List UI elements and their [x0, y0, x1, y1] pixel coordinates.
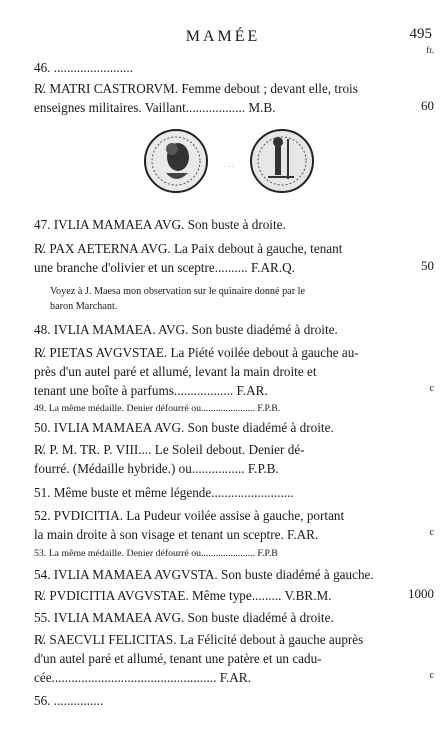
reverse-line: enseignes militaires. Vaillant.................. M.B.: [34, 100, 276, 115]
reverse-line: R̸. SAECVLI FELICITAS. La Félicité debout à gauche auprès: [34, 632, 364, 647]
reverse-line: une branche d'olivier et un sceptre.......... F.AR.Q.: [34, 260, 295, 275]
coin-illustration: [142, 125, 317, 197]
reverse-line: cée.................................................. F.AR.: [34, 670, 251, 685]
entry-53: 53. La même médaille. Denier défourré ou...................... F.P.B: [34, 548, 278, 559]
note-line: baron Marchant.: [50, 301, 118, 312]
reverse-line: d'un autel paré et allumé, tenant une patère et un cadu-: [34, 651, 322, 666]
page-title: MAMÉE: [185, 28, 261, 45]
reverse-line: fourré. (Médaille hybride.) ou................ F.P.B.: [34, 461, 279, 476]
coin-obverse: [145, 130, 207, 192]
price-value: 1000: [408, 586, 434, 601]
entry-56: 56. ...............: [34, 693, 104, 708]
currency-unit: fr.: [426, 45, 434, 55]
entry-51: 51. Même buste et même légende.........................: [34, 485, 294, 500]
entry-50: 50. IVLIA MAMAEA AVG. Son buste diadémé à droite.: [34, 420, 334, 435]
reverse-line: R̸. PIETAS AVGVSTAE. La Piété voilée debout à gauche au-: [34, 345, 359, 360]
reverse-line: près d'un autel paré et allumé, levant la main droite et: [34, 364, 317, 379]
svg-text:· · ·: · · ·: [223, 163, 235, 171]
entry-48: 48. IVLIA MAMAEA. AVG. Son buste diadémé à droite.: [34, 322, 338, 337]
entry-46: 46. ........................: [34, 60, 133, 75]
entry-47: 47. IVLIA MAMAEA AVG. Son buste à droite.: [34, 217, 286, 232]
reverse-line: tenant une boîte à parfums.................. F.AR.: [34, 383, 268, 398]
reverse-line: R̸. PVDICITIA AVGVSTAE. Même type......... V.BR.M.: [34, 588, 332, 603]
reverse-line: R̸. P. M. TR. P. VIII.... Le Soleil debout. Denier dé-: [34, 442, 305, 457]
price-value: 50: [421, 258, 434, 273]
coin-reverse: [251, 130, 313, 192]
page-number: 495: [409, 26, 432, 42]
reverse-line: R̸. MATRI CASTRORVM. Femme debout ; devant elle, trois: [34, 81, 358, 96]
rarity-value: c: [429, 670, 434, 681]
note-line: Voyez à J. Maesa mon observation sur le quinaire donné par le: [50, 286, 305, 297]
entry-55: 55. IVLIA MAMAEA AVG. Son buste diadémé à droite.: [34, 610, 334, 625]
entry-49: 49. La même médaille. Denier défourré ou...................... F.P.B.: [34, 403, 281, 414]
rarity-value: c: [429, 527, 434, 538]
price-value: 60: [421, 98, 434, 113]
rarity-value: c: [429, 383, 434, 394]
reverse-line: la main droite à son visage et tenant un sceptre. F.AR.: [34, 527, 319, 542]
entry-52: 52. PVDICITIA. La Pudeur voilée assise à gauche, portant: [34, 508, 345, 523]
entry-54: 54. IVLIA MAMAEA AVGVSTA. Son buste diadémé à gauche.: [34, 567, 374, 582]
reverse-line: R̸. PAX AETERNA AVG. La Paix debout à gauche, tenant: [34, 241, 343, 256]
